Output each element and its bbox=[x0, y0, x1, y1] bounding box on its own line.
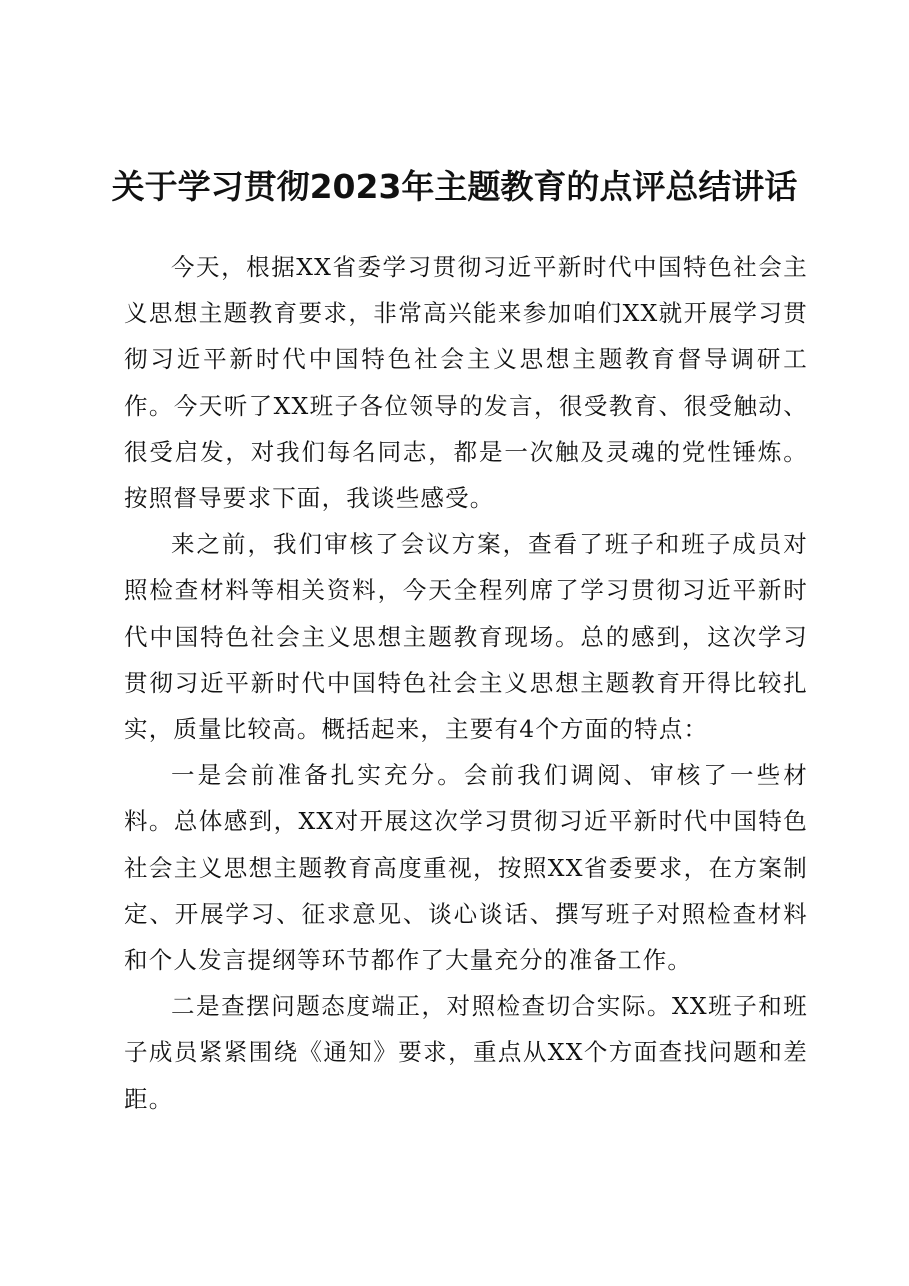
paragraph-1: 今天，根据XX省委学习贯彻习近平新时代中国特色社会主义思想主题教育要求，非常高兴能来参加咱们XX就开展学习贯彻习近平新时代中国特色社会主义思想主题教育督导调研工作。今天听了XX班子各位领导的发言，很受教育、很受触动、很受启发，对我们每名同志，都是一次触及灵魂的党性锤炼。按照督导要求下面，我谈些感受。 bbox=[124, 253, 808, 513]
paragraph-4: 二是查摆问题态度端正，对照检查切合实际。XX班子和班子成员紧紧围绕《通知》要求，重点从XX个方面查找问题和差距。 bbox=[124, 992, 808, 1113]
paragraph-2: 来之前，我们审核了会议方案，查看了班子和班子成员对照检查材料等相关资料，今天全程列席了学习贯彻习近平新时代中国特色社会主义思想主题教育现场。总的感到，这次学习贯彻习近平新时代中国特色社会主义思想主题教育开得比较扎实，质量比较高。概括起来，主要有4个方面的特点： bbox=[124, 530, 808, 744]
paragraph-3: 一是会前准备扎实充分。会前我们调阅、审核了一些材料。总体感到，XX对开展这次学习贯彻习近平新时代中国特色社会主义思想主题教育高度重视，按照XX省委要求，在方案制定、开展学习、征求意见、谈心谈话、撰写班子对照检查材料和个人发言提纲等环节都作了大量充分的准备工作。 bbox=[124, 761, 808, 975]
document-title: 关于学习贯彻2023年主题教育的点评总结讲话 bbox=[111, 167, 798, 206]
document-body bbox=[124, 244, 808, 1122]
